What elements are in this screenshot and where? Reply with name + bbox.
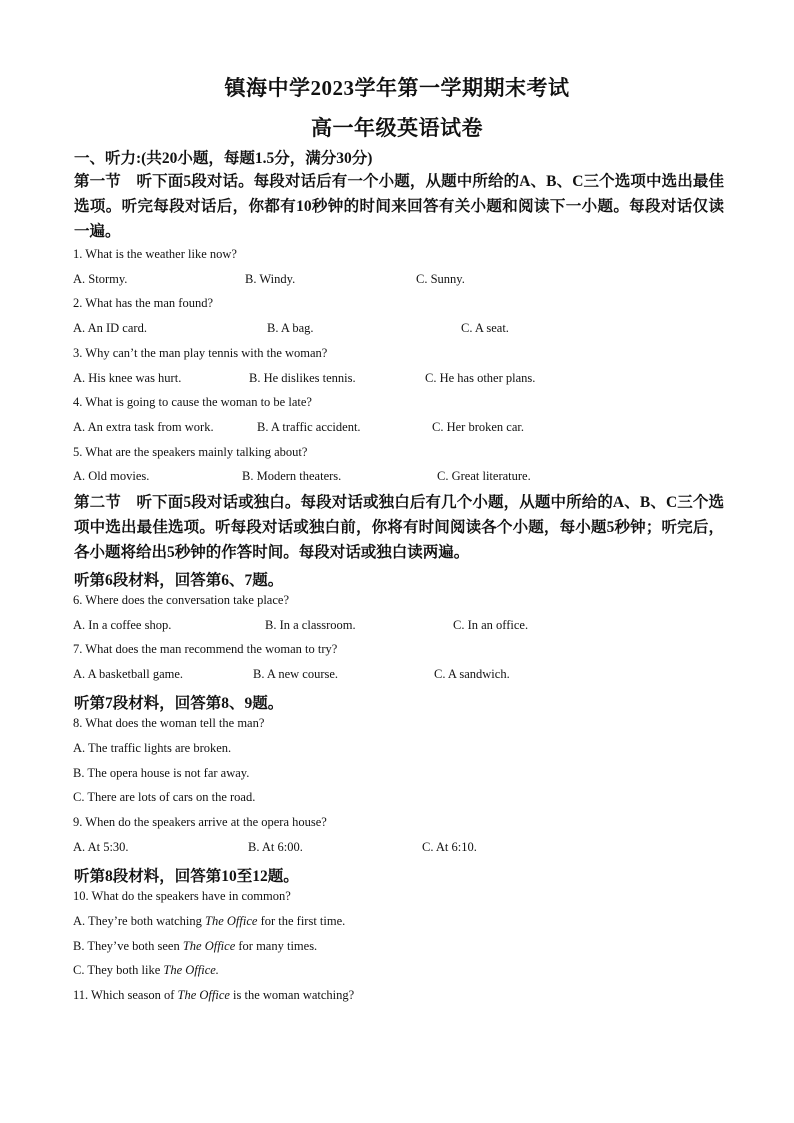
question-2: 2. What has the man found? [73, 296, 214, 310]
q10-option-b-pre: B. They’ve both seen [73, 939, 183, 953]
q6-option-c: C. In an office. [453, 618, 529, 632]
q10-option-b [73, 939, 317, 954]
q11-title: The Office [177, 988, 230, 1002]
exam-title: 镇海中学2023学年第一学期期末考试 [224, 76, 570, 100]
q5-option-c: C. Great literature. [437, 469, 531, 483]
question-7: 7. What does the man recommend the woman to try? [73, 642, 338, 656]
material-7-heading: 听第7段材料，回答第8、9题。 [74, 695, 284, 712]
question-6: 6. Where does the conversation take place? [73, 593, 289, 607]
q4-option-a: A. An extra task from work. [73, 420, 214, 434]
q2-option-b: B. A bag. [267, 321, 314, 335]
q3-option-b: B. He dislikes tennis. [249, 371, 356, 385]
q7-option-b: B. A new course. [253, 667, 339, 681]
q6-option-b: B. In a classroom. [265, 618, 356, 632]
section2-instructions: 第二节 听下面5段对话或独白。每段对话或独白后有几个小题，从题中所给的A、B、C三个选项中选出最佳选项。听每段对话或独白前，你将有时间阅读各个小题，每小题5秒钟；听完后，各小题将给出5秒钟的作答时间。每段对话或独白读两遍。 [74, 494, 724, 561]
q10-option-a-pre: A. They’re both watching [73, 914, 206, 928]
q10-option-a-post: for the first time. [257, 914, 346, 928]
q6-option-a: A. In a coffee shop. [73, 618, 172, 632]
material-6-heading: 听第6段材料，回答第6、7题。 [74, 572, 284, 589]
question-10: 10. What do the speakers have in common? [73, 889, 291, 903]
exam-subtitle: 高一年级英语试卷 [311, 116, 483, 140]
q8-option-c: C. There are lots of cars on the road. [73, 790, 256, 804]
q4-option-b: B. A traffic accident. [257, 420, 361, 434]
q3-option-a: A. His knee was hurt. [73, 371, 182, 385]
q1-option-c: C. Sunny. [416, 272, 465, 286]
q8-option-a: A. The traffic lights are broken. [73, 741, 232, 755]
q10-option-c [73, 963, 219, 978]
question-4: 4. What is going to cause the woman to be late? [73, 395, 312, 409]
q11-post: is the woman watching? [229, 988, 355, 1002]
q1-option-b: B. Windy. [245, 272, 296, 286]
q10-option-c-pre: C. They both like [73, 963, 164, 977]
q7-option-a: A. A basketball game. [73, 667, 184, 681]
q4-option-c: C. Her broken car. [432, 420, 524, 434]
question-8: 8. What does the woman tell the man? [73, 716, 265, 730]
q7-option-c: C. A sandwich. [434, 667, 510, 681]
q10-option-b-post: for many times. [235, 939, 318, 953]
question-1: 1. What is the weather like now? [73, 247, 237, 261]
q9-option-a: A. At 5:30. [73, 840, 129, 854]
question-9: 9. When do the speakers arrive at the opera house? [73, 815, 327, 829]
q11-pre: 11. Which season of [73, 988, 178, 1002]
q10-option-c-title: The Office. [163, 963, 219, 977]
q10-option-a [73, 914, 345, 929]
q5-option-a: A. Old movies. [73, 469, 150, 483]
q10-option-a-title: The Office [205, 914, 258, 928]
question-11 [73, 988, 354, 1003]
question-3: 3. Why can’t the man play tennis with the woman? [73, 346, 328, 360]
q1-option-a: A. Stormy. [73, 272, 128, 286]
q9-option-b: B. At 6:00. [248, 840, 303, 854]
section1-instructions: 第一节 听下面5段对话。每段对话后有一个小题，从题中所给的A、B、C三个选项中选出最佳选项。听完每段对话后，你都有10秒钟的时间来回答有关小题和阅读下一小题。每段对话仅读一遍。 [74, 173, 724, 240]
part1-heading: 一、听力:(共20小题，每题1.5分，满分30分) [74, 150, 373, 167]
q8-option-b: B. The opera house is not far away. [73, 766, 250, 780]
q2-option-a: A. An ID card. [73, 321, 147, 335]
q10-option-b-title: The Office [182, 939, 236, 953]
q2-option-c: C. A seat. [461, 321, 509, 335]
material-8-heading: 听第8段材料，回答第10至12题。 [74, 868, 299, 885]
q5-option-b: B. Modern theaters. [242, 469, 342, 483]
question-5: 5. What are the speakers mainly talking about? [73, 445, 308, 459]
q9-option-c: C. At 6:10. [422, 840, 477, 854]
q3-option-c: C. He has other plans. [425, 371, 536, 385]
